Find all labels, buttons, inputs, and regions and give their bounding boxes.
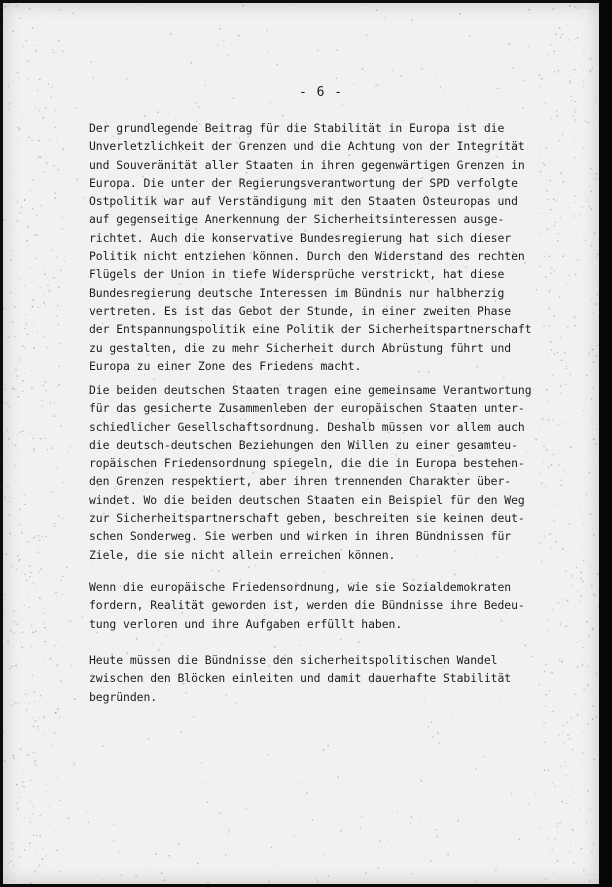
text-line: zwischen den Blöcken einleiten und damit dauerhafte Stabilität xyxy=(89,671,512,686)
page-number: - 6 - xyxy=(299,85,344,100)
text-line: Die beiden deutschen Staaten tragen eine gemeinsame Verantwortung xyxy=(89,383,532,397)
text-line: schen Sonderweg. Sie werben und wirken in ihren Bündnissen für xyxy=(89,529,512,544)
paragraph-german-states xyxy=(89,381,532,564)
text-line: richtet. Auch die konservative Bundesregierung hat sich dieser xyxy=(89,230,512,245)
text-line: vertreten. Es ist das Gebot der Stunde, in einer zweiten Phase xyxy=(89,303,512,318)
text-line: tung verloren und ihre Aufgaben erfüllt haben. xyxy=(89,616,403,631)
paragraph-stability xyxy=(89,119,532,375)
text-line: Der grundlegende Beitrag für die Stabilität in Europa ist die xyxy=(89,121,505,135)
text-line: auf gegenseitige Anerkennung der Sicherheitsinteressen ausge- xyxy=(89,212,505,227)
text-line: und Souveränität aller Staaten in ihren gegenwärtigen Grenzen in xyxy=(89,157,525,172)
text-line: windet. Wo die beiden deutschen Staaten ein Beispiel für den Weg xyxy=(89,492,525,507)
text-line: den Grenzen respektiert, aber ihren trennenden Charakter über- xyxy=(89,474,512,489)
text-line: Europa zu einer Zone des Friedens macht. xyxy=(89,358,362,373)
text-line: begründen. xyxy=(89,689,158,704)
text-line: Unverletzlichkeit der Grenzen und die Achtung von der Integrität xyxy=(89,139,525,154)
text-line: Flügels der Union in tiefe Widersprüche verstrickt, hat diese xyxy=(89,267,505,282)
text-line: schiedlicher Gesellschaftsordnung. Deshalb müssen vor allem auch xyxy=(89,419,525,434)
text-line: die deutsch-deutschen Beziehungen den Willen zu einer gesamteu- xyxy=(89,437,518,452)
paragraph-peace-order xyxy=(89,578,525,633)
text-line: zur Sicherheitspartnerschaft geben, beschreiten sie keinen deut- xyxy=(89,511,525,526)
text-line: ropäischen Friedensordnung spiegeln, die die in Europa bestehen- xyxy=(89,456,525,471)
document-page xyxy=(3,3,599,884)
text-line: Ostpolitik war auf Verständigung mit den Staaten Osteuropas und xyxy=(89,194,518,209)
text-line: Heute müssen die Bündnisse den sicherheitspolitischen Wandel xyxy=(89,653,498,667)
text-line: fordern, Realität geworden ist, werden die Bündnisse ihre Bedeu- xyxy=(89,598,525,613)
text-line: Wenn die europäische Friedensordnung, wie sie Sozialdemokraten xyxy=(89,580,512,594)
text-line: Ziele, die sie nicht allein erreichen können. xyxy=(89,547,396,562)
text-line: Europa. Die unter der Regierungsverantwortung der SPD verfolgte xyxy=(89,175,518,190)
text-line: für das gesicherte Zusammenleben der europäischen Staaten unter- xyxy=(89,401,525,416)
text-line: der Entspannungspolitik eine Politik der Sicherheitspartnerschaft xyxy=(89,322,532,337)
text-line: Politik nicht entziehen können. Durch den Widerstand des rechten xyxy=(89,249,525,264)
text-line: zu gestalten, die zu mehr Sicherheit durch Abrüstung führt und xyxy=(89,340,512,355)
scan-dark-edge xyxy=(599,0,612,887)
paragraph-alliances xyxy=(89,651,511,706)
text-line: Bundesregierung deutsche Interessen im Bündnis nur halbherzig xyxy=(89,285,505,300)
